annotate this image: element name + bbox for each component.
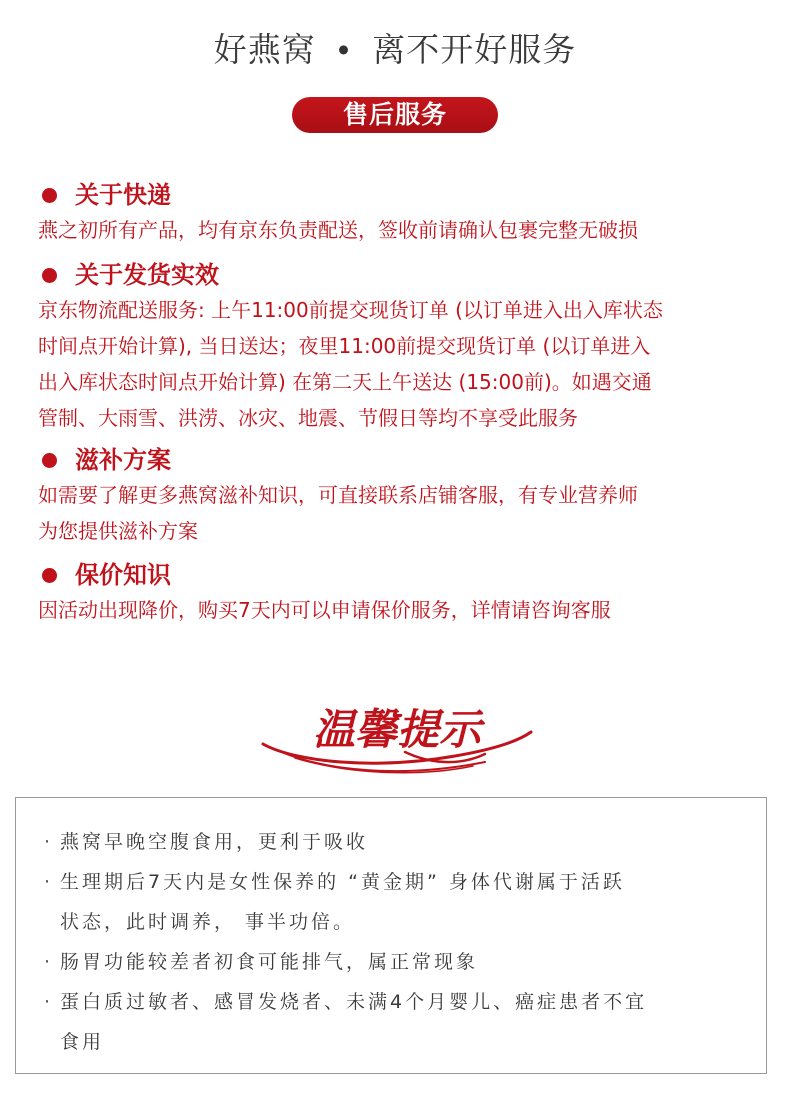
section-title [38, 443, 758, 477]
bullet-dot-icon [42, 188, 57, 203]
section-body: 燕之初所有产品，均有京东负责配送，签收前请确认包裹完整无破损 [38, 218, 638, 242]
section-title-text: 滋补方案 [75, 446, 171, 474]
section-title [38, 178, 758, 212]
tip-item [44, 982, 744, 1062]
bullet-dot-icon [42, 268, 57, 283]
section-nourish-plan [38, 443, 758, 549]
headline-right: 离不开好服务 [372, 30, 577, 69]
tip-bullet: · [44, 871, 54, 893]
tip-bullet: · [44, 951, 54, 973]
bullet-dot-icon [42, 453, 57, 468]
tips-box [15, 797, 767, 1074]
after-sales-badge: 售后服务 [292, 97, 498, 133]
tip-item [44, 822, 744, 862]
headline-left: 好燕窝 [213, 30, 316, 69]
section-title [38, 558, 758, 592]
section-body: 如需要了解更多燕窝滋补知识，可直接联系店铺客服，有专业营养师 为您提供滋补方案 [38, 483, 638, 543]
headline-separator: • [337, 30, 351, 69]
section-body: 京东物流配送服务: 上午11:00前提交现货订单 (以订单进入出入库状态 时间点开始计算), 当日送达；夜里11:00前提交现货订单 (以订单进入 出入库状态时间点开始计算) 在第二天上午送达 (15:00前)。如遇交通 管制、大雨雪、洪涝、冰灾、地震、节假日等均不享受此服务 [38, 298, 663, 430]
page-headline [0, 24, 790, 71]
section-delivery-time [38, 258, 758, 436]
tips-list [44, 822, 744, 1062]
section-title-text: 保价知识 [75, 561, 171, 589]
tip-item [44, 862, 744, 942]
warm-tips-logo [255, 692, 535, 780]
tip-text: 燕窝早晚空腹食用，更利于吸收 [60, 831, 369, 853]
bullet-dot-icon [42, 568, 57, 583]
warm-tips-title: 温馨提示 [312, 705, 482, 754]
tip-text: 生理期后7天内是女性保养的 “黄金期” 身体代谢属于活跃 状态，此时调养， 事半功倍。 [60, 871, 625, 933]
tip-bullet: · [44, 991, 54, 1013]
section-title [38, 258, 758, 292]
tip-text: 蛋白质过敏者、感冒发烧者、未满4个月婴儿、癌症患者不宜 食用 [60, 991, 648, 1053]
section-price-protection [38, 558, 758, 628]
section-title-text: 关于发货实效 [75, 261, 219, 289]
section-title-text: 关于快递 [75, 181, 171, 209]
section-body: 因活动出现降价，购买7天内可以申请保价服务，详情请咨询客服 [38, 598, 611, 622]
tip-text: 肠胃功能较差者初食可能排气，属正常现象 [60, 951, 479, 973]
tip-bullet: · [44, 831, 54, 853]
tip-item [44, 942, 744, 982]
section-express [38, 178, 758, 248]
